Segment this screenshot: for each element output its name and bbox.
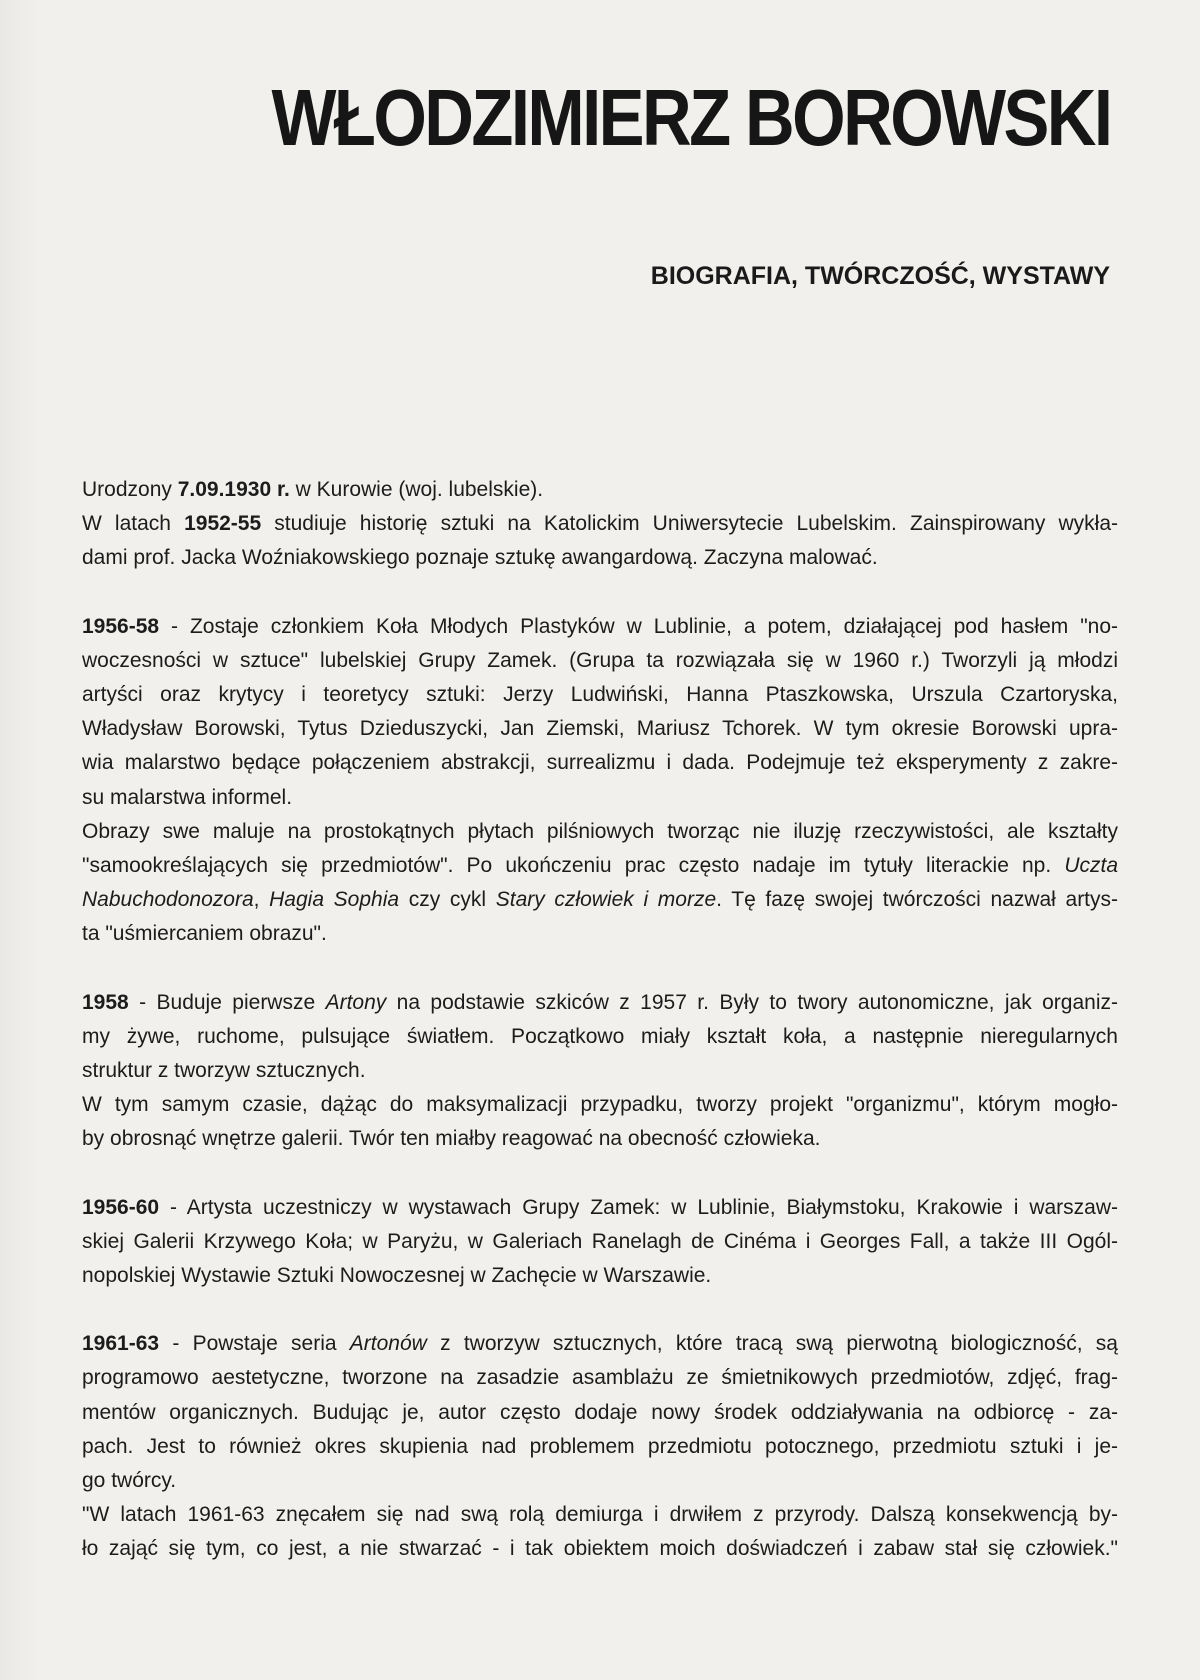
- text-run: studiuje historię sztuki na Katolickim Uniwersytecie Lubelskim. Zainspirowany wykła-: [261, 512, 1118, 536]
- text-run: Urodzony: [82, 478, 178, 501]
- text-run: mentów organicznych. Budując je, autor często dodaje nowy środek oddziaływania na odbiorcę - za-: [82, 1400, 1118, 1424]
- paragraph: [82, 610, 1118, 952]
- text-run: my żywe, ruchome, pulsujące światłem. Początkowo miały kształt koła, a następnie nieregularnych: [82, 1024, 1118, 1048]
- text-run: Obrazy swe maluje na prostokątnych płytach pilśniowych tworząc nie iluzję rzeczywistości, ale kształty: [82, 819, 1118, 843]
- text-run: z tworzyw sztucznych, które tracą swą pierwotną biologiczność, są: [426, 1332, 1118, 1356]
- text-run: - Zostaje członkiem Koła Młodych Plastyków w Lublinie, a potem, działającej pod hasłem "no-: [159, 614, 1118, 638]
- work-title: Uczta: [1064, 854, 1118, 878]
- text-run: by obrosnąć wnętrze galerii. Twór ten miałby reagować na obecność człowieka.: [82, 1127, 821, 1151]
- date-range: 1956-58: [82, 614, 160, 638]
- text-run: W tym samym czasie, dążąc do maksymalizacji przypadku, tworzy projekt "organizmu", którym mogło-: [82, 1093, 1118, 1117]
- text-line: [82, 1122, 1118, 1156]
- text-line: [82, 781, 1118, 815]
- text-line: [82, 507, 1118, 541]
- text-run: artyści oraz krytycy i teoretycy sztuki: Jerzy Ludwiński, Hanna Ptaszkowska, Urszula Czartoryska,: [82, 683, 1118, 707]
- date-range: 1958: [82, 990, 129, 1014]
- work-title: Nabuchodonozora: [82, 888, 254, 912]
- date-range: 1961-63: [82, 1332, 160, 1356]
- text-line: [82, 473, 1118, 507]
- text-run: czy cykl: [399, 888, 496, 912]
- text-line: [82, 678, 1118, 712]
- text-run: w Kurowie (woj. lubelskie).: [289, 478, 544, 501]
- text-line: [82, 815, 1118, 849]
- text-run: go twórcy.: [82, 1469, 177, 1493]
- text-line: [82, 1259, 1118, 1293]
- text-line: [82, 610, 1118, 644]
- text-line: [82, 644, 1118, 678]
- date-range: 1956-60: [82, 1195, 160, 1219]
- paragraph: [82, 1191, 1118, 1294]
- text-line: [82, 1327, 1118, 1361]
- text-run: pach. Jest to również okres skupienia nad problemem przedmiotu potocznego, przedmiotu sztuki i je-: [82, 1434, 1118, 1458]
- text-run: ,: [253, 888, 270, 912]
- paragraph: [82, 473, 1118, 576]
- text-run: ło zająć się tym, co jest, a nie stwarzać - i tak obiektem moich doświadczeń i zabaw stał się człowiek.": [82, 1537, 1118, 1561]
- work-title: Artonów: [349, 1332, 427, 1356]
- text-line: [82, 1225, 1118, 1259]
- text-line: [82, 1054, 1118, 1088]
- text-run: . Tę fazę swojej twórczości nazwał artys-: [716, 888, 1119, 912]
- text-line: [82, 917, 1118, 951]
- text-line: [82, 849, 1118, 883]
- page-title: WŁODZIMIERZ BOROWSKI: [271, 73, 1110, 162]
- text-line: [82, 1191, 1118, 1225]
- text-line: [82, 986, 1118, 1020]
- text-line: [82, 1361, 1118, 1395]
- text-line: [82, 712, 1118, 746]
- text-line: [82, 1020, 1118, 1054]
- paragraph: [82, 1327, 1118, 1566]
- text-run: Władysław Borowski, Tytus Dzieduszycki, Jan Ziemski, Mariusz Tchorek. W tym okresie Borowski upra-: [82, 717, 1118, 741]
- text-run: wia malarstwo będące połączeniem abstrakcji, surrealizmu i dada. Podejmuje też eksperymenty z zakre-: [82, 751, 1118, 775]
- text-line: [82, 1088, 1118, 1122]
- text-run: - Artysta uczestniczy w wystawach Grupy Zamek: w Lublinie, Białymstoku, Krakowie i warszaw-: [159, 1195, 1118, 1219]
- text-line: [82, 1396, 1118, 1430]
- text-line: [82, 1430, 1118, 1464]
- text-line: [82, 746, 1118, 780]
- text-run: - Powstaje seria: [159, 1332, 350, 1356]
- work-title: Artony: [325, 990, 387, 1014]
- text-run: - Buduje pierwsze: [128, 990, 326, 1014]
- text-run: "samookreślających się przedmiotów". Po ukończeniu prac często nadaje im tytuły literackie np.: [82, 854, 1065, 878]
- date-range: 7.09.1930 r.: [177, 478, 290, 501]
- text-run: W latach: [82, 512, 185, 536]
- text-line: [82, 541, 1118, 575]
- text-line: [82, 1498, 1118, 1532]
- biography-text: [82, 473, 1118, 1567]
- work-title: Stary człowiek i morze: [495, 888, 717, 912]
- work-title: Hagia Sophia: [269, 888, 400, 912]
- text-run: dami prof. Jacka Woźniakowskiego poznaje sztukę awangardową. Zaczyna malować.: [82, 546, 878, 570]
- text-run: skiej Galerii Krzywego Koła; w Paryżu, w Galeriach Ranelagh de Cinéma i Georges Fall, a także III Ogól-: [82, 1229, 1118, 1253]
- text-line: [82, 1532, 1118, 1566]
- text-run: woczesności w sztuce" lubelskiej Grupy Zamek. (Grupa ta rozwiązała się w 1960 r.) Tworzyli ją młodzi: [82, 648, 1118, 672]
- text-run: struktur z tworzyw sztucznych.: [82, 1059, 366, 1083]
- text-line: [82, 883, 1118, 917]
- date-range: 1952-55: [184, 512, 262, 536]
- text-run: nopolskiej Wystawie Sztuki Nowoczesnej w Zachęcie w Warszawie.: [82, 1264, 712, 1288]
- page-subtitle: BIOGRAFIA, TWÓRCZOŚĆ, WYSTAWY: [650, 262, 1110, 290]
- text-run: programowo aestetyczne, tworzone na zasadzie asamblażu ze śmietnikowych przedmiotów, zdjęć, frag-: [82, 1366, 1118, 1390]
- paragraph: [82, 986, 1118, 1157]
- text-run: na podstawie szkiców z 1957 r. Były to twory autonomiczne, jak organiz-: [386, 990, 1118, 1014]
- text-line: [82, 1464, 1118, 1498]
- text-run: ta "uśmiercaniem obrazu".: [82, 922, 327, 946]
- text-run: "W latach 1961-63 znęcałem się nad swą rolą demiurga i drwiłem z przyrody. Dalszą konsekwencją by-: [82, 1503, 1118, 1527]
- text-run: su malarstwa informel.: [82, 785, 293, 809]
